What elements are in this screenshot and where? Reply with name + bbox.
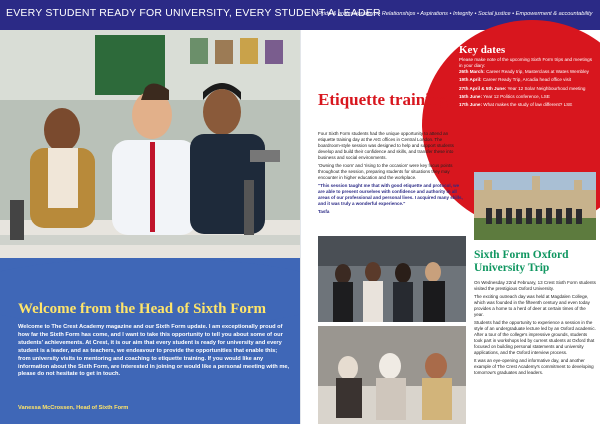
key-date-item <box>459 77 593 83</box>
oxford-paragraph: Students had the opportunity to experience a session in the style of an undergraduate lecture led by an Oxford academic. After a tour of the college's impressive grounds, students took part in workshops led by current students at Oxford that focused on building personal statements and university applications, and the Oxford interview process. <box>474 320 596 355</box>
welcome-body: Welcome to The Crest Academy magazine and our Sixth Form update. I am exceptionally proud of how far the Sixth Form has come, and I want to take this opportunity to tell you about some of our students' achievements. At Crest, it is our aim that every student is ready for university and every student is a leader, and as teachers, we endeavour to provide the opportunities that enable this; from university visits to mentoring and coaching to etiquette training. If you would like any information about the Sixth Form, are interested in joining or would like a personal meeting with me, please do not hesitate to get in touch. <box>18 324 290 378</box>
etiquette-title: Etiquette training <box>318 90 448 109</box>
etiquette-quote-author: Tasfa <box>318 209 330 214</box>
oxford-paragraph: The exciting outreach day was held at Magdalen College, which was founded in the fifteenth century and even today provides a home to a herd of deer at certain times of the year. <box>474 294 590 317</box>
key-date-date: 26th March: <box>459 69 485 74</box>
oxford-photo <box>474 172 596 240</box>
etiquette-quote: "This session taught me that with good etiquette and protocol, we are able to present ourselves with confidence and authority in all areas of our professional and personal lives. I acquired many skills, and it was truly a wonderful experience." <box>318 183 463 206</box>
key-date-text: Year 12 Solar Neighbourhood meeting <box>506 85 586 91</box>
key-date-text: Year 12 Politics conference, LSE <box>481 93 550 99</box>
etiquette-body <box>318 131 464 217</box>
key-date-item <box>459 69 593 75</box>
oxford-paragraph: It was an eye-opening and informative day, and another example of The Crest Academy's commitment to developing tomorrow's graduates and leaders. <box>474 358 594 375</box>
key-dates-intro: Please make note of the upcoming Sixth Form trips and meetings in your diary: <box>459 57 593 69</box>
key-date-text: Career Ready trip, Masterclass at Wates Wembley <box>484 69 589 74</box>
etiquette-photo-group <box>318 236 466 322</box>
page-divider <box>300 30 301 424</box>
etiquette-paragraph: Four Sixth Form students had the unique opportunity to attend an etiquette training day at the AIG offices in Central London. The boardroom-style session was designed to help and support students develop and build their confidence and skills, and transfer these into business and social environments. <box>318 131 454 160</box>
key-date-item <box>459 102 593 108</box>
welcome-signature: Vanessa McCrossen, Head of Sixth Form <box>18 405 129 411</box>
classroom-photo <box>0 30 300 295</box>
oxford-paragraph: On Wednesday 22nd February, 13 Crest Sixth Form students visited the prestigious Oxford University. <box>474 280 596 291</box>
key-date-item <box>459 86 593 92</box>
etiquette-paragraph: 'Owning the room' and 'rising to the occasion' were key focus points throughout the session, preparing students for situations they may encounter in higher education and the workplace. <box>318 163 453 180</box>
key-date-text: Career Ready Trip, Arcadia head office visit <box>481 77 572 83</box>
key-date-date: 17th June: <box>459 102 482 108</box>
key-date-item <box>459 94 593 100</box>
key-date-date: 27th April & 5th June: <box>459 85 507 91</box>
school-motto: EVERY STUDENT READY FOR UNIVERSITY, EVERY STUDENT A LEADER <box>6 7 381 19</box>
key-date-date: 15th June: <box>459 93 482 99</box>
oxford-title: Sixth Form Oxford University Trip <box>474 249 569 274</box>
key-date-text: What makes the study of law different? LSE <box>481 102 573 108</box>
etiquette-photo-class <box>318 326 466 424</box>
welcome-title: Welcome from the Head of Sixth Form <box>18 301 267 317</box>
key-dates-title: Key dates <box>459 44 506 56</box>
oxford-body <box>474 280 596 378</box>
key-date-date: 19th April: <box>459 77 482 83</box>
school-values: Pride & professionalism • Relationships • Aspirations • Integrity • Social justice • Empowerment & accountability <box>318 11 593 17</box>
key-dates-list <box>459 69 593 110</box>
